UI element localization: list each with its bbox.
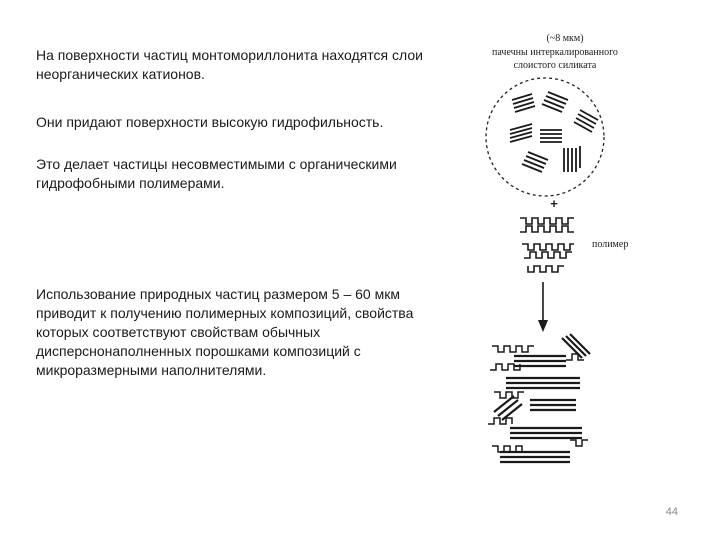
paragraph-natural-particles: Использование природных частиц размером 5 – 60 мкм приводит к получению полимерных композиций, свойства которых соответствуют свойствам обычных дисперснонаполненных порошками композиций с микроразмерными наполнителями. bbox=[36, 286, 414, 378]
paragraph-incompatibility: Это делает частицы несовместимыми с органическими гидрофобными полимерами. bbox=[36, 156, 397, 191]
clay-caption-line2: слоистого силиката bbox=[513, 60, 597, 71]
plus-sign: + bbox=[550, 196, 558, 211]
polymer-label: полимер bbox=[592, 239, 629, 250]
size-label: (~8 мкм) bbox=[546, 33, 584, 44]
composite-formation-diagram bbox=[470, 20, 670, 480]
paragraph-montmorillonite-surface: На поверхности частиц монтомориллонита находятся слои неорганических катионов. bbox=[36, 47, 423, 82]
clay-particle-icon bbox=[486, 78, 604, 196]
paragraph-hydrophilicity: Они придают поверхности высокую гидрофильность. bbox=[36, 114, 384, 130]
arrow-down-icon bbox=[538, 282, 548, 332]
nanocomposite-icon bbox=[488, 334, 590, 462]
polymer-chain-icon bbox=[520, 218, 574, 272]
clay-caption-line1: пачечны интеркалированного bbox=[492, 47, 618, 58]
page-number: 44 bbox=[665, 506, 678, 518]
